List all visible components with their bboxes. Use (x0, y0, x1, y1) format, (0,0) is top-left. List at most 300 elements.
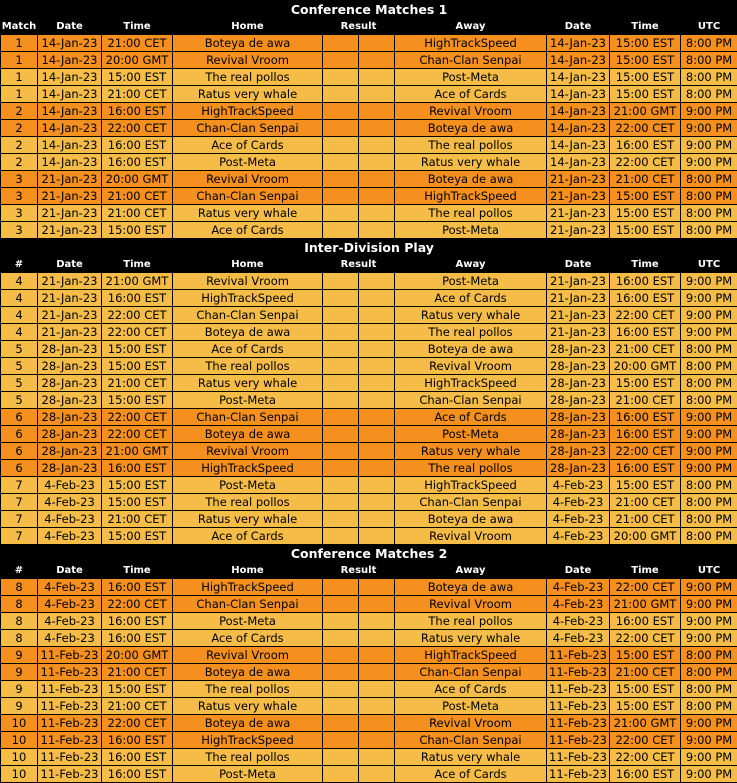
result-home[interactable] (323, 664, 359, 681)
home-team: HighTrackSpeed (173, 579, 323, 596)
match-row (1, 52, 737, 69)
away-date: 28-Jan-23 (547, 358, 610, 375)
section-title: Conference Matches 1 (1, 1, 737, 18)
home-date: 4-Feb-23 (38, 511, 102, 528)
match-number: 1 (1, 35, 38, 52)
result-home[interactable] (323, 120, 359, 137)
result-away[interactable] (359, 205, 395, 222)
utc-time: 8:00 PM (681, 35, 737, 52)
away-team: Ace of Cards (395, 681, 547, 698)
section-title-row (1, 1, 737, 18)
schedule-body (1, 1, 737, 783)
home-team: Boteya de awa (173, 715, 323, 732)
home-team: Boteya de awa (173, 426, 323, 443)
home-time: 22:00 CET (102, 715, 173, 732)
home-team: Ratus very whale (173, 698, 323, 715)
column-header: Away (395, 562, 547, 579)
result-away[interactable] (359, 35, 395, 52)
column-header: Time (610, 18, 681, 35)
home-time: 21:00 CET (102, 86, 173, 103)
away-team: Ratus very whale (395, 307, 547, 324)
away-time: 22:00 CET (610, 732, 681, 749)
result-home[interactable] (323, 494, 359, 511)
away-time: 15:00 EST (610, 52, 681, 69)
column-header: Date (38, 562, 102, 579)
result-home[interactable] (323, 222, 359, 239)
utc-time: 8:00 PM (681, 188, 737, 205)
column-header: Home (173, 256, 323, 273)
match-number: 9 (1, 647, 38, 664)
away-date: 21-Jan-23 (547, 307, 610, 324)
home-time: 16:00 EST (102, 613, 173, 630)
result-away[interactable] (359, 409, 395, 426)
home-date: 11-Feb-23 (38, 766, 102, 783)
result-away[interactable] (359, 511, 395, 528)
utc-time: 8:00 PM (681, 205, 737, 222)
home-date: 28-Jan-23 (38, 460, 102, 477)
utc-time: 9:00 PM (681, 579, 737, 596)
result-home[interactable] (323, 749, 359, 766)
result-away[interactable] (359, 732, 395, 749)
home-date: 14-Jan-23 (38, 86, 102, 103)
home-date: 11-Feb-23 (38, 647, 102, 664)
away-team: Ace of Cards (395, 409, 547, 426)
result-home[interactable] (323, 358, 359, 375)
utc-time: 9:00 PM (681, 715, 737, 732)
result-home[interactable] (323, 324, 359, 341)
result-home[interactable] (323, 86, 359, 103)
match-number: 8 (1, 630, 38, 647)
home-time: 15:00 EST (102, 494, 173, 511)
home-team: The real pollos (173, 749, 323, 766)
home-time: 21:00 CET (102, 664, 173, 681)
result-away[interactable] (359, 426, 395, 443)
away-team: HighTrackSpeed (395, 35, 547, 52)
home-time: 21:00 CET (102, 698, 173, 715)
result-home[interactable] (323, 681, 359, 698)
home-team: Ace of Cards (173, 137, 323, 154)
home-team: Revival Vroom (173, 647, 323, 664)
result-home[interactable] (323, 35, 359, 52)
away-date: 11-Feb-23 (547, 681, 610, 698)
match-number: 2 (1, 120, 38, 137)
home-date: 4-Feb-23 (38, 494, 102, 511)
away-time: 15:00 EST (610, 698, 681, 715)
match-row (1, 477, 737, 494)
result-away[interactable] (359, 613, 395, 630)
match-number: 3 (1, 222, 38, 239)
match-number: 4 (1, 307, 38, 324)
column-header: UTC (681, 256, 737, 273)
away-team: The real pollos (395, 613, 547, 630)
result-home[interactable] (323, 188, 359, 205)
home-date: 21-Jan-23 (38, 273, 102, 290)
away-date: 4-Feb-23 (547, 477, 610, 494)
result-home[interactable] (323, 511, 359, 528)
away-time: 21:00 CET (610, 511, 681, 528)
home-team: Post-Meta (173, 766, 323, 783)
home-date: 21-Jan-23 (38, 205, 102, 222)
match-row (1, 749, 737, 766)
result-home[interactable] (323, 154, 359, 171)
home-date: 28-Jan-23 (38, 443, 102, 460)
home-time: 20:00 GMT (102, 52, 173, 69)
result-home[interactable] (323, 630, 359, 647)
match-row (1, 409, 737, 426)
home-team: Ace of Cards (173, 528, 323, 545)
result-away[interactable] (359, 715, 395, 732)
match-number: 8 (1, 613, 38, 630)
utc-time: 9:00 PM (681, 409, 737, 426)
utc-time: 9:00 PM (681, 766, 737, 783)
section-title-row (1, 545, 737, 562)
result-home[interactable] (323, 52, 359, 69)
result-home[interactable] (323, 460, 359, 477)
away-team: Post-Meta (395, 273, 547, 290)
section-title-row (1, 239, 737, 256)
result-home[interactable] (323, 596, 359, 613)
utc-time: 9:00 PM (681, 307, 737, 324)
utc-time: 8:00 PM (681, 69, 737, 86)
column-header: Date (547, 256, 610, 273)
away-date: 28-Jan-23 (547, 460, 610, 477)
home-team: HighTrackSpeed (173, 103, 323, 120)
match-number: 10 (1, 715, 38, 732)
utc-time: 9:00 PM (681, 460, 737, 477)
home-time: 16:00 EST (102, 579, 173, 596)
utc-time: 8:00 PM (681, 664, 737, 681)
result-home[interactable] (323, 443, 359, 460)
home-time: 22:00 CET (102, 120, 173, 137)
utc-time: 9:00 PM (681, 749, 737, 766)
utc-time: 9:00 PM (681, 120, 737, 137)
result-home[interactable] (323, 290, 359, 307)
result-away[interactable] (359, 630, 395, 647)
match-number: 3 (1, 171, 38, 188)
result-away[interactable] (359, 341, 395, 358)
away-time: 21:00 CET (610, 392, 681, 409)
result-away[interactable] (359, 528, 395, 545)
away-team: Boteya de awa (395, 341, 547, 358)
away-team: The real pollos (395, 205, 547, 222)
match-number: 7 (1, 494, 38, 511)
away-team: Ratus very whale (395, 154, 547, 171)
home-date: 4-Feb-23 (38, 579, 102, 596)
home-date: 11-Feb-23 (38, 664, 102, 681)
match-row (1, 766, 737, 783)
match-row (1, 154, 737, 171)
column-header: Date (38, 18, 102, 35)
match-row (1, 69, 737, 86)
result-away[interactable] (359, 69, 395, 86)
away-team: Post-Meta (395, 698, 547, 715)
away-time: 16:00 EST (610, 273, 681, 290)
away-date: 4-Feb-23 (547, 511, 610, 528)
home-team: Ratus very whale (173, 511, 323, 528)
home-date: 28-Jan-23 (38, 341, 102, 358)
home-date: 28-Jan-23 (38, 426, 102, 443)
match-row (1, 290, 737, 307)
column-header-row (1, 18, 737, 35)
result-home[interactable] (323, 579, 359, 596)
home-date: 11-Feb-23 (38, 749, 102, 766)
home-team: Ace of Cards (173, 630, 323, 647)
result-home[interactable] (323, 426, 359, 443)
away-team: Ace of Cards (395, 290, 547, 307)
away-date: 4-Feb-23 (547, 630, 610, 647)
result-home[interactable] (323, 477, 359, 494)
result-away[interactable] (359, 154, 395, 171)
match-row (1, 596, 737, 613)
result-home[interactable] (323, 273, 359, 290)
result-away[interactable] (359, 86, 395, 103)
column-header: Home (173, 18, 323, 35)
away-date: 11-Feb-23 (547, 715, 610, 732)
column-header: Date (38, 256, 102, 273)
result-away[interactable] (359, 103, 395, 120)
away-date: 14-Jan-23 (547, 137, 610, 154)
match-number: 9 (1, 681, 38, 698)
match-number: 5 (1, 392, 38, 409)
result-away[interactable] (359, 698, 395, 715)
away-time: 15:00 EST (610, 477, 681, 494)
away-time: 22:00 CET (610, 579, 681, 596)
home-date: 14-Jan-23 (38, 35, 102, 52)
home-date: 11-Feb-23 (38, 715, 102, 732)
away-date: 4-Feb-23 (547, 494, 610, 511)
utc-time: 8:00 PM (681, 86, 737, 103)
away-date: 28-Jan-23 (547, 375, 610, 392)
utc-time: 9:00 PM (681, 613, 737, 630)
match-number: 1 (1, 86, 38, 103)
match-row (1, 137, 737, 154)
match-row (1, 443, 737, 460)
match-number: 6 (1, 426, 38, 443)
match-row (1, 460, 737, 477)
home-date: 14-Jan-23 (38, 120, 102, 137)
home-time: 16:00 EST (102, 460, 173, 477)
result-away[interactable] (359, 171, 395, 188)
result-away[interactable] (359, 460, 395, 477)
match-row (1, 698, 737, 715)
section-title: Inter-Division Play (1, 239, 737, 256)
away-date: 21-Jan-23 (547, 205, 610, 222)
result-home[interactable] (323, 409, 359, 426)
away-time: 20:00 GMT (610, 358, 681, 375)
utc-time: 9:00 PM (681, 630, 737, 647)
home-date: 4-Feb-23 (38, 528, 102, 545)
result-away[interactable] (359, 358, 395, 375)
home-date: 28-Jan-23 (38, 358, 102, 375)
home-team: Chan-Clan Senpai (173, 596, 323, 613)
home-time: 16:00 EST (102, 749, 173, 766)
result-home[interactable] (323, 647, 359, 664)
utc-time: 9:00 PM (681, 154, 737, 171)
result-away[interactable] (359, 324, 395, 341)
home-team: The real pollos (173, 494, 323, 511)
result-away[interactable] (359, 137, 395, 154)
home-time: 22:00 CET (102, 426, 173, 443)
away-date: 21-Jan-23 (547, 222, 610, 239)
home-time: 21:00 CET (102, 511, 173, 528)
home-date: 28-Jan-23 (38, 375, 102, 392)
match-number: 5 (1, 358, 38, 375)
away-time: 21:00 GMT (610, 596, 681, 613)
match-number: 1 (1, 69, 38, 86)
match-row (1, 86, 737, 103)
result-home[interactable] (323, 69, 359, 86)
match-number: 6 (1, 409, 38, 426)
utc-time: 9:00 PM (681, 137, 737, 154)
away-time: 21:00 CET (610, 171, 681, 188)
utc-time: 9:00 PM (681, 443, 737, 460)
column-header: Match (1, 18, 38, 35)
away-time: 15:00 EST (610, 375, 681, 392)
home-time: 20:00 GMT (102, 647, 173, 664)
away-time: 15:00 EST (610, 188, 681, 205)
home-time: 22:00 CET (102, 409, 173, 426)
home-date: 14-Jan-23 (38, 137, 102, 154)
away-date: 21-Jan-23 (547, 171, 610, 188)
result-home[interactable] (323, 613, 359, 630)
result-away[interactable] (359, 120, 395, 137)
home-team: HighTrackSpeed (173, 460, 323, 477)
match-row (1, 103, 737, 120)
away-team: Revival Vroom (395, 358, 547, 375)
home-time: 21:00 CET (102, 35, 173, 52)
home-time: 21:00 CET (102, 375, 173, 392)
result-home[interactable] (323, 392, 359, 409)
result-away[interactable] (359, 273, 395, 290)
result-away[interactable] (359, 222, 395, 239)
away-team: Revival Vroom (395, 103, 547, 120)
match-row (1, 375, 737, 392)
result-away[interactable] (359, 749, 395, 766)
result-away[interactable] (359, 392, 395, 409)
home-team: HighTrackSpeed (173, 290, 323, 307)
home-team: Ace of Cards (173, 341, 323, 358)
away-time: 15:00 EST (610, 69, 681, 86)
home-time: 21:00 CET (102, 205, 173, 222)
result-away[interactable] (359, 494, 395, 511)
result-home[interactable] (323, 766, 359, 783)
result-away[interactable] (359, 766, 395, 783)
match-number: 10 (1, 766, 38, 783)
home-team: Chan-Clan Senpai (173, 307, 323, 324)
away-time: 21:00 GMT (610, 715, 681, 732)
home-time: 16:00 EST (102, 137, 173, 154)
away-time: 21:00 CET (610, 341, 681, 358)
away-time: 22:00 CET (610, 154, 681, 171)
result-away[interactable] (359, 579, 395, 596)
result-home[interactable] (323, 732, 359, 749)
home-team: Ratus very whale (173, 86, 323, 103)
column-header: Time (102, 562, 173, 579)
utc-time: 8:00 PM (681, 341, 737, 358)
home-team: Chan-Clan Senpai (173, 409, 323, 426)
result-home[interactable] (323, 698, 359, 715)
home-team: Revival Vroom (173, 171, 323, 188)
result-away[interactable] (359, 443, 395, 460)
home-time: 16:00 EST (102, 103, 173, 120)
match-number: 2 (1, 154, 38, 171)
away-team: Chan-Clan Senpai (395, 732, 547, 749)
home-date: 4-Feb-23 (38, 596, 102, 613)
column-header: Result (323, 18, 395, 35)
utc-time: 8:00 PM (681, 171, 737, 188)
home-date: 21-Jan-23 (38, 290, 102, 307)
away-time: 22:00 CET (610, 120, 681, 137)
column-header: Date (547, 562, 610, 579)
result-away[interactable] (359, 375, 395, 392)
result-home[interactable] (323, 171, 359, 188)
home-time: 21:00 GMT (102, 443, 173, 460)
away-team: Ace of Cards (395, 766, 547, 783)
home-time: 16:00 EST (102, 766, 173, 783)
home-date: 14-Jan-23 (38, 103, 102, 120)
match-number: 9 (1, 698, 38, 715)
away-time: 15:00 EST (610, 35, 681, 52)
home-date: 4-Feb-23 (38, 477, 102, 494)
result-home[interactable] (323, 205, 359, 222)
match-number: 3 (1, 188, 38, 205)
utc-time: 8:00 PM (681, 222, 737, 239)
result-home[interactable] (323, 341, 359, 358)
result-home[interactable] (323, 528, 359, 545)
utc-time: 8:00 PM (681, 375, 737, 392)
column-header: Time (610, 256, 681, 273)
home-team: Ace of Cards (173, 222, 323, 239)
result-home[interactable] (323, 715, 359, 732)
away-date: 21-Jan-23 (547, 273, 610, 290)
result-home[interactable] (323, 375, 359, 392)
away-date: 4-Feb-23 (547, 528, 610, 545)
result-home[interactable] (323, 137, 359, 154)
result-away[interactable] (359, 477, 395, 494)
away-date: 11-Feb-23 (547, 732, 610, 749)
home-time: 15:00 EST (102, 528, 173, 545)
home-time: 21:00 GMT (102, 273, 173, 290)
away-date: 11-Feb-23 (547, 749, 610, 766)
match-row (1, 494, 737, 511)
utc-time: 9:00 PM (681, 290, 737, 307)
utc-time: 9:00 PM (681, 324, 737, 341)
result-away[interactable] (359, 307, 395, 324)
away-date: 4-Feb-23 (547, 613, 610, 630)
result-away[interactable] (359, 681, 395, 698)
result-away[interactable] (359, 664, 395, 681)
home-time: 22:00 CET (102, 596, 173, 613)
utc-time: 9:00 PM (681, 596, 737, 613)
result-away[interactable] (359, 188, 395, 205)
section-title: Conference Matches 2 (1, 545, 737, 562)
home-team: Post-Meta (173, 477, 323, 494)
home-team: Chan-Clan Senpai (173, 188, 323, 205)
home-team: The real pollos (173, 69, 323, 86)
away-time: 16:00 EST (610, 324, 681, 341)
result-away[interactable] (359, 596, 395, 613)
result-home[interactable] (323, 103, 359, 120)
result-away[interactable] (359, 52, 395, 69)
match-number: 10 (1, 749, 38, 766)
match-row (1, 307, 737, 324)
result-away[interactable] (359, 647, 395, 664)
away-time: 21:00 GMT (610, 103, 681, 120)
away-team: Post-Meta (395, 69, 547, 86)
result-away[interactable] (359, 290, 395, 307)
utc-time: 9:00 PM (681, 732, 737, 749)
result-home[interactable] (323, 307, 359, 324)
